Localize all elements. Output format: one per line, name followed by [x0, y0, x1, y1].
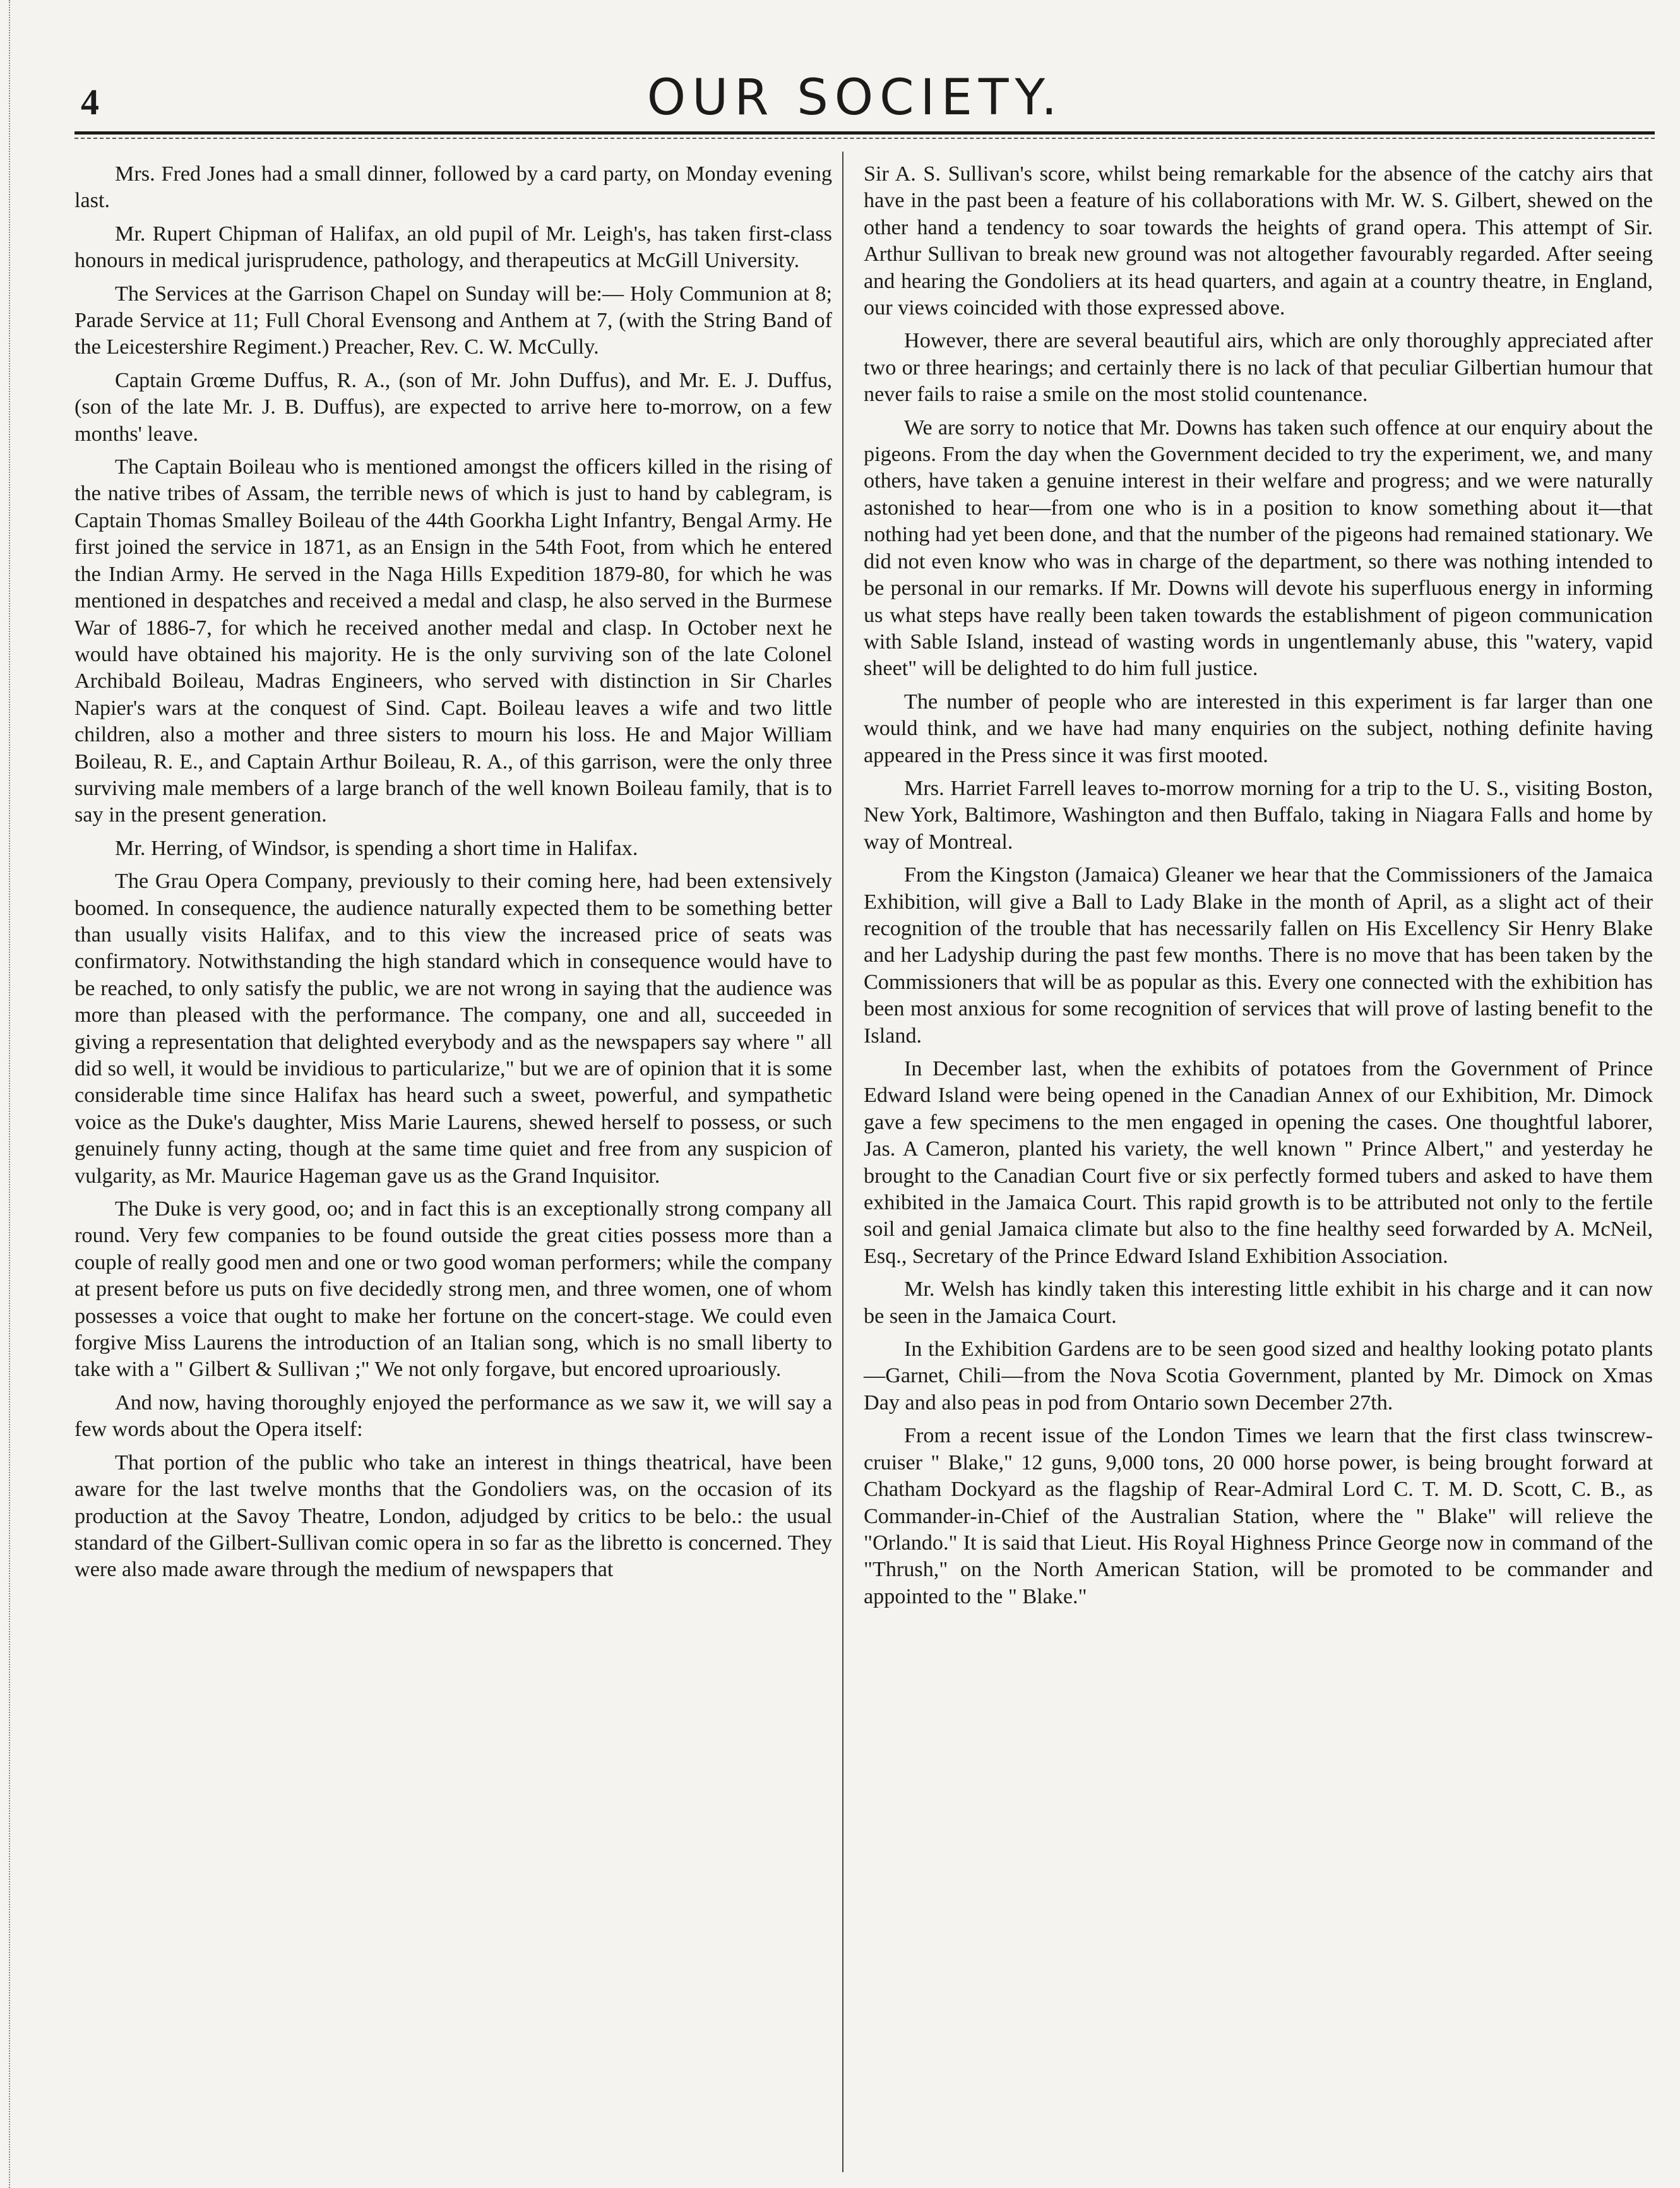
paragraph: And now, having thoroughly enjoyed the performance as we saw it, we will say a few words about the Opera itself:	[74, 1390, 832, 1442]
paragraph: Mr. Rupert Chipman of Halifax, an old pupil of Mr. Leigh's, has taken first-class honours in medical jurisprudence, pathology, and therapeutics at McGill University.	[74, 222, 832, 273]
page-number: 4	[81, 81, 99, 123]
paragraph: The Duke is very good, oo; and in fact this is an exceptionally strong company all round. Very few companies to be found outside the great cities possess more than a couple of really good men and one or two good woman performers; while the company at present before us puts on five decidedly strong men, and three women, one of whom possesses a voice that ought to make her fortune on the concert-stage. We could even forgive Miss Laurens the introduction of an Italian song, which is no small liberty to take with a " Gilbert & Sullivan ;" We not only forgave, but encored uproariously.	[74, 1197, 832, 1382]
paragraph: The number of people who are interested in this experiment is far larger than one would think, and we have had many enquiries on the subject, nothing definite having appeared in the Press since it was first mooted.	[864, 690, 1653, 767]
paragraph: In the Exhibition Gardens are to be seen good sized and healthy looking potato plants—Garnet, Chili—from the Nova Scotia Government, planted by Mr. Dimock on Xmas Day and also peas in pod from Ontario sown December 27th.	[864, 1337, 1653, 1414]
right-column	[864, 161, 1653, 1617]
paragraph: The Services at the Garrison Chapel on Sunday will be:— Holy Communion at 8; Parade Service at 11; Full Choral Evensong and Anthem at 7, (with the String Band of the Leicestershire Regiment.) Preacher, Rev. C. W. McCully.	[74, 282, 832, 359]
paragraph: However, there are several beautiful airs, which are only thoroughly appreciated after two or three hearings; and certainly there is no lack of that peculiar Gilbertian humour that never fails to raise a smile on the most stolid countenance.	[864, 329, 1653, 407]
left-column	[74, 161, 832, 1590]
paragraph: Captain Grœme Duffus, R. A., (son of Mr. John Duffus), and Mr. E. J. Duffus, (son of the late Mr. J. B. Duffus), are expected to arrive here to-morrow, on a few months' leave.	[74, 368, 832, 446]
paragraph: Sir A. S. Sullivan's score, whilst being remarkable for the absence of the catchy airs that have in the past been a feature of his collaborations with Mr. W. S. Gilbert, shewed on the other hand a tendency to soar towards the heights of grand opera. This attempt of Sir. Arthur Sullivan to break new ground was not altogether favourably regarded. After seeing and hearing the Gondoliers at its head quarters, and again at a country theatre, in England, our views coincided with those expressed above.	[864, 162, 1653, 320]
column-divider	[842, 152, 843, 2172]
header-rule	[74, 131, 1655, 135]
page-title: OUR SOCIETY.	[646, 69, 1064, 126]
paragraph: From a recent issue of the London Times we learn that the first class twinscrew-cruiser " Blake," 12 guns, 9,000 tons, 20 000 horse power, is being brought forward at Chatham Dockyard as the flagship of Rear-Admiral Lord C. T. M. D. Scott, C. B., as Commander-in-Chief of the Australian Station, where the " Blake" will relieve the "Orlando." It is said that Lieut. His Royal Highness Prince George now in command of the "Thrush," on the North American Station, will be promoted to be commander and appointed to the " Blake."	[864, 1424, 1653, 1608]
paragraph: The Grau Opera Company, previously to their coming here, had been extensively boomed. In consequence, the audience naturally expected them to be something better than usually visits Halifax, and to this view the increased price of seats was confirmatory. Notwithstanding the high standard which in consequence would have to be reached, to only satisfy the public, we are not wrong in saying that the audience was more than pleased with the performance. The company, one and all, succeeded in giving a representation that delighted everybody and as the newspapers say where " all did so well, it would be invidious to particularize," but we are of opinion that it is some considerable time since Halifax has heard such a sweet, powerful, and sympathetic voice as the Duke's daughter, Miss Marie Laurens, shewed herself to possess, or such genuinely funny acting, though at the same time quiet and free from any suspicion of vulgarity, as Mr. Maurice Hageman gave us as the Grand Inquisitor.	[74, 870, 832, 1188]
paragraph: Mrs. Fred Jones had a small dinner, followed by a card party, on Monday evening last.	[74, 162, 832, 213]
paragraph: We are sorry to notice that Mr. Downs has taken such offence at our enquiry about the pigeons. From the day when the Government decided to try the experiment, we, and many others, have taken a genuine interest in their welfare and progress; and we were naturally astonished to hear—from one who is in a position to know something about it—that nothing had yet been done, and that the number of the pigeons had remained stationary. We did not even know who was in charge of the department, so there was nothing intended to be personal in our remarks. If Mr. Downs will devote his superfluous energy in informing us what steps have really been taken towards the establishment of pigeon communication with Sable Island, instead of wasting words in ungentlemanly abuse, this "watery, vapid sheet" will be delighted to do him full justice.	[864, 415, 1653, 681]
masthead	[74, 69, 1636, 129]
page-edge-binding	[0, 0, 10, 2188]
header-rule-dashed	[74, 138, 1655, 139]
paragraph: Mr. Welsh has kindly taken this interesting little exhibit in his charge and it can now be seen in the Jamaica Court.	[864, 1277, 1653, 1328]
paragraph: Mr. Herring, of Windsor, is spending a short time in Halifax.	[115, 836, 638, 860]
paragraph: The Captain Boileau who is mentioned amongst the officers killed in the rising of the native tribes of Assam, the terrible news of which is just to hand by cablegram, is Captain Thomas Smalley Boileau of the 44th Goorkha Light Infantry, Bengal Army. He first joined the service in 1871, as an Ensign in the 54th Foot, from which he entered the Indian Army. He served in the Naga Hills Expedition 1879-80, for which he was mentioned in despatches and received a medal and clasp, he also served in the Burmese War of 1886-7, for which he received another medal and clasp. In October next he would have obtained his majority. He is the only surviving son of the late Colonel Archibald Boileau, Madras Engineers, who served with distinction in Sir Charles Napier's wars at the conquest of Sind. Capt. Boileau leaves a wife and two little children, also a mother and three sisters to mourn his loss. He and Major William Boileau, R. E., and Captain Arthur Boileau, R. A., of this garrison, were the only three surviving male members of a large branch of the well known Boileau family, that is to say in the present generation.	[74, 455, 832, 827]
paragraph: That portion of the public who take an interest in things theatrical, have been aware for the last twelve months that the Gondoliers was, on the occasion of its production at the Savoy Theatre, London, adjudged by critics to be belo.: the usual standard of the Gilbert-Sullivan comic opera in so far as the libretto is concerned. They were also made aware through the medium of newspapers that	[74, 1450, 832, 1582]
paragraph: In December last, when the exhibits of potatoes from the Government of Prince Edward Island were being opened in the Canadian Annex of our Exhibition, Mr. Dimock gave a few specimens to the men engaged in opening the cases. One thoughtful laborer, Jas. A Cameron, planted his variety, the well known " Prince Albert," and yesterday he brought to the Canadian Court five or six perfectly formed tubers and asked to have them exhibited in the Jamaica Court. This rapid growth is to be attributed not only to the fertile soil and genial Jamaica climate but also to the fine healthy seed forwarded by A. McNeil, Esq., Secretary of the Prince Edward Island Exhibition Association.	[864, 1057, 1653, 1268]
paragraph: Mrs. Harriet Farrell leaves to-morrow morning for a trip to the U. S., visiting Boston, New York, Baltimore, Washington and then Buffalo, taking in Niagara Falls and home by way of Montreal.	[864, 776, 1653, 854]
paragraph: From the Kingston (Jamaica) Gleaner we hear that the Commissioners of the Jamaica Exhibition, will give a Ball to Lady Blake in the month of April, as a slight act of their recognition of the trouble that has necessarily fallen on His Excellency Sir Henry Blake and her Ladyship during the past few months. There is no move that has been taken by the Commissioners that will be as popular as this. Every one connected with the exhibition has been most anxious for some recognition of services that will prove of lasting benefit to the Island.	[864, 863, 1653, 1048]
